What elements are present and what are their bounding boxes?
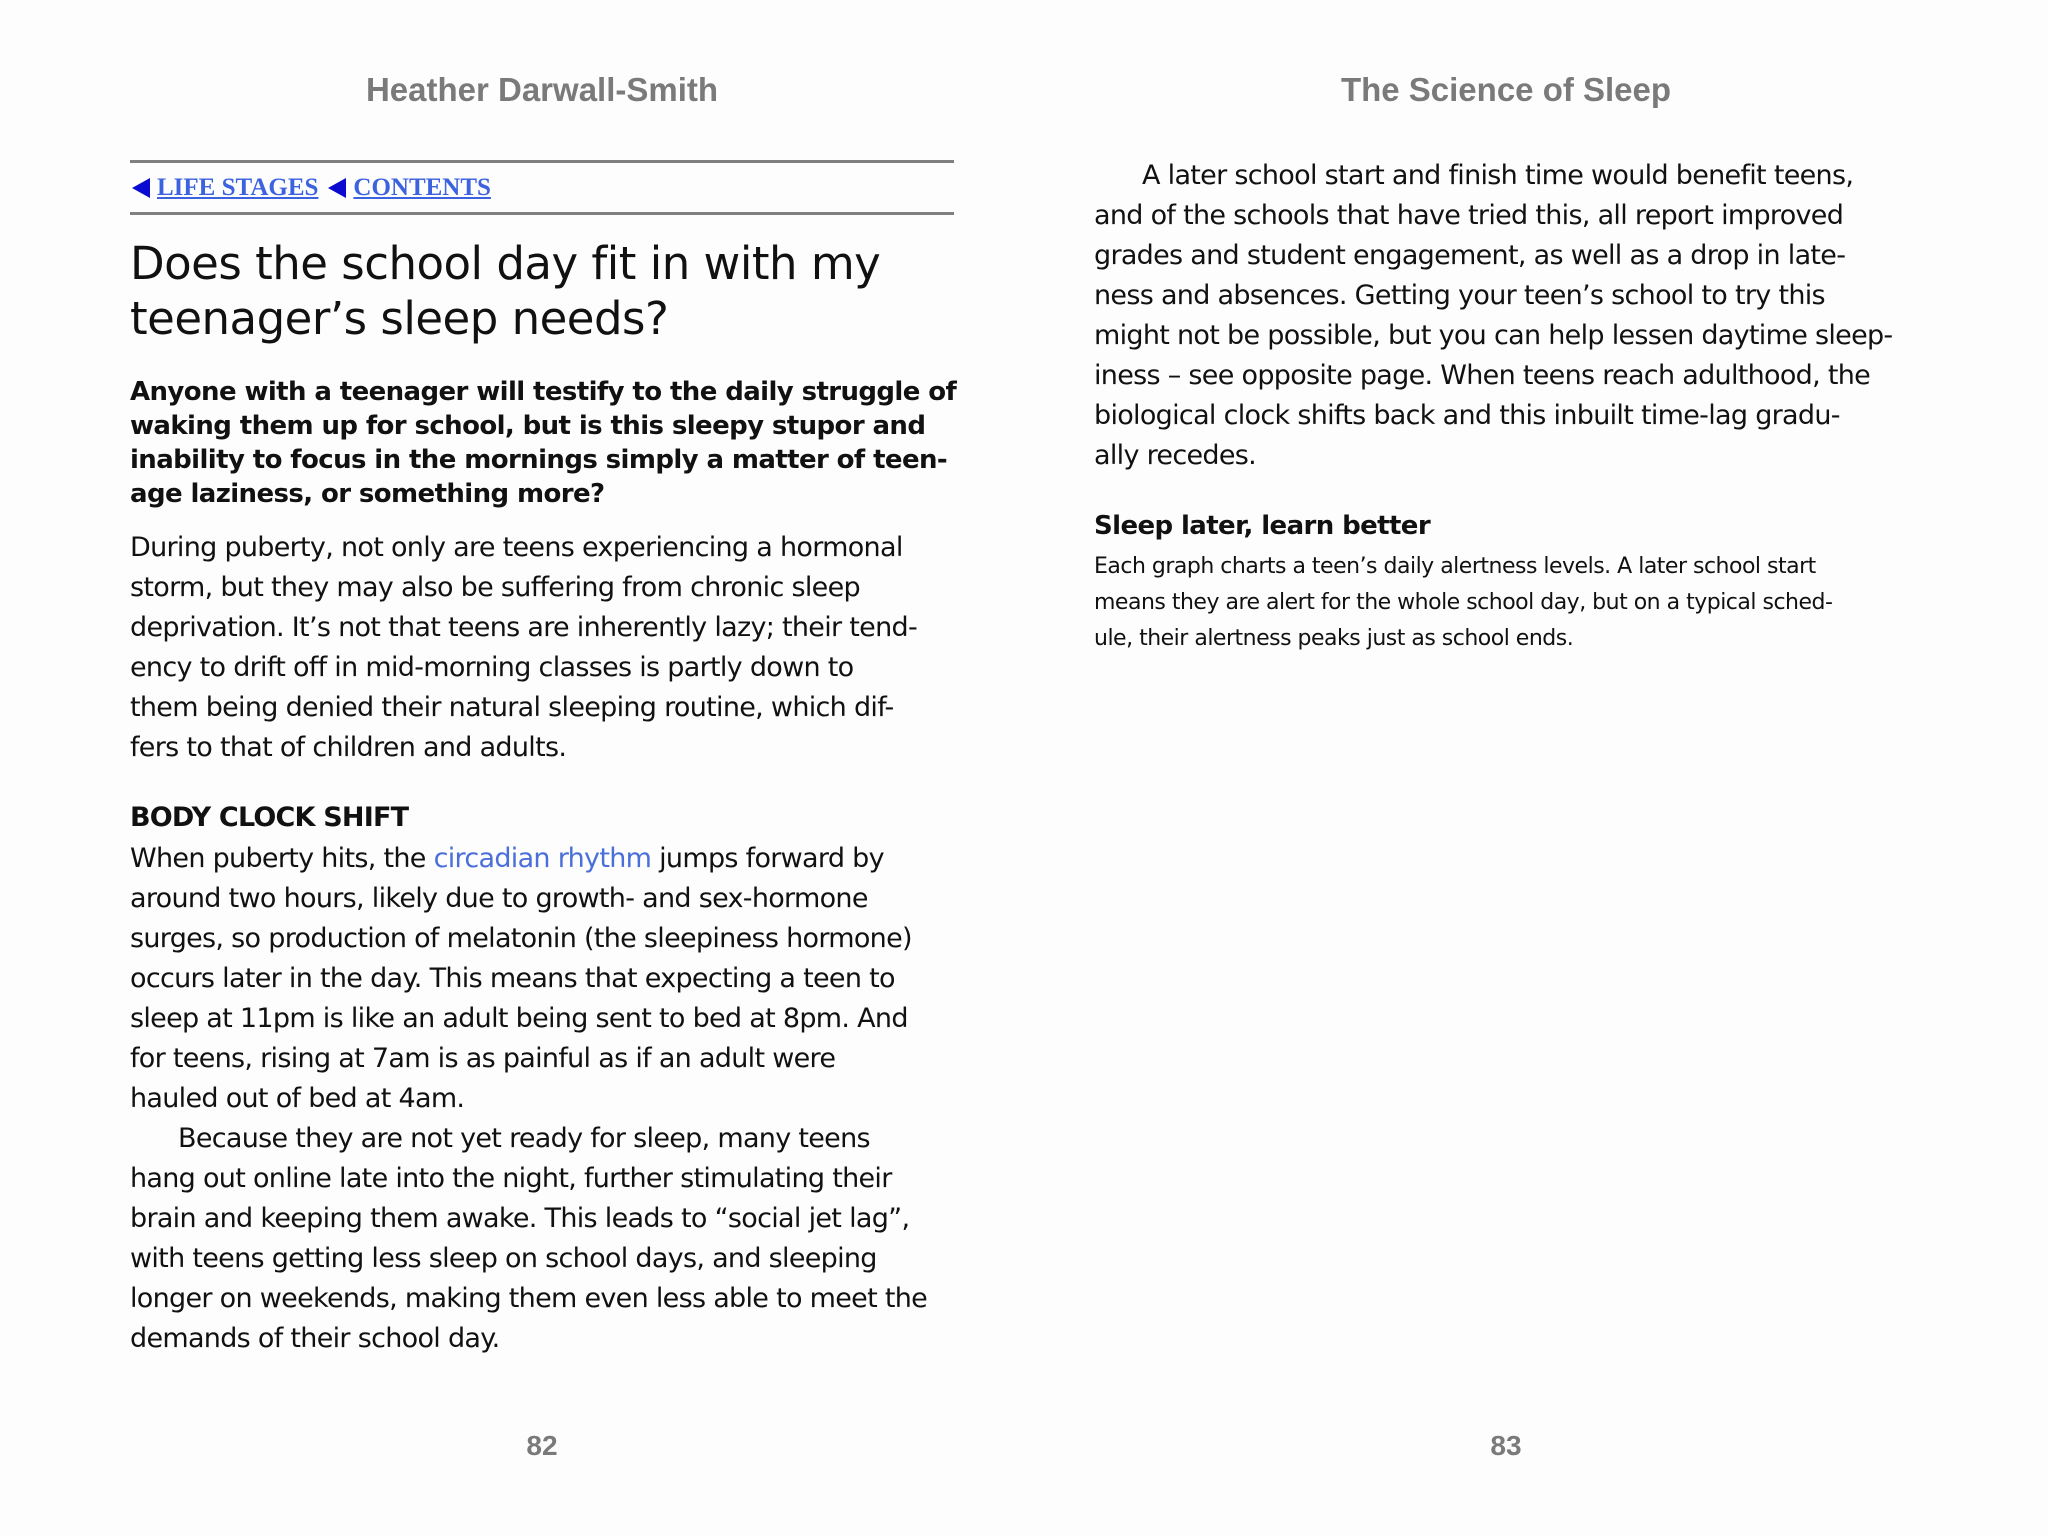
body-line: iness – see opposite page. When teens reach adulthood, the (1094, 360, 1871, 391)
body-line: sleep at 11pm is like an adult being sent to bed at 8pm. And (130, 1003, 908, 1034)
section-heading-body-clock-shift: BODY CLOCK SHIFT (130, 802, 409, 833)
running-head-author: Heather Darwall-Smith (365, 71, 719, 108)
body-line: them being denied their natural sleeping routine, which dif- (130, 692, 894, 723)
body-line: brain and keeping them awake. This leads to “social jet lag”, (130, 1203, 910, 1234)
nav-link-contents[interactable]: CONTENTS (353, 173, 491, 201)
nav-bar (130, 160, 954, 215)
lede-line: Anyone with a teenager will testify to the daily struggle of (130, 377, 957, 407)
body-text-span: When puberty hits, the (130, 843, 434, 874)
body-line: with teens getting less sleep on school days, and sleeping (130, 1243, 877, 1274)
left-triangle-icon (328, 178, 346, 198)
body-line: longer on weekends, making them even less able to meet the (130, 1283, 928, 1314)
circadian-rhythm-link[interactable]: circadian rhythm (433, 843, 652, 874)
body-line: Because they are not yet ready for sleep, many teens (178, 1123, 870, 1154)
body-paragraph-2 (130, 839, 954, 1119)
body-line: During puberty, not only are teens experiencing a hormonal (130, 532, 903, 563)
caption-line: ule, their alertness peaks just as school ends. (1094, 626, 1574, 651)
body-line: ness and absences. Getting your teen’s school to try this (1094, 280, 1825, 311)
lede-line: inability to focus in the mornings simply a matter of teen- (130, 445, 948, 475)
body-line: fers to that of children and adults. (130, 732, 567, 763)
right-page (1094, 0, 1918, 1536)
body-text-span: jumps forward by (651, 843, 884, 874)
body-line: surges, so production of melatonin (the sleepiness hormone) (130, 923, 912, 954)
body-line: ency to drift off in mid-morning classes is partly down to (130, 652, 854, 683)
body-line: ally recedes. (1094, 440, 1256, 471)
left-triangle-icon (132, 178, 150, 198)
page-title (130, 236, 954, 346)
page-number: 83 (1490, 1430, 1522, 1461)
body-line: demands of their school day. (130, 1323, 500, 1354)
body-paragraph-right-1 (1094, 156, 1918, 476)
body-line: storm, but they may also be suffering from chronic sleep (130, 572, 860, 603)
running-head-book-title: The Science of Sleep (1340, 71, 1672, 108)
nav-link-life-stages[interactable]: LIFE STAGES (157, 173, 319, 201)
body-line: grades and student engagement, as well as a drop in late- (1094, 240, 1846, 271)
lede-line: waking them up for school, but is this sleepy stupor and (130, 411, 926, 441)
body-line: deprivation. It’s not that teens are inherently lazy; their tend- (130, 612, 917, 643)
body-line: hauled out of bed at 4am. (130, 1083, 465, 1114)
body-line: hang out online late into the night, further stimulating their (130, 1163, 892, 1194)
body-line: A later school start and finish time would benefit teens, (1142, 160, 1854, 191)
graph-caption (1094, 549, 1918, 657)
body-line: and of the schools that have tried this, all report improved (1094, 200, 1844, 231)
lede-paragraph (130, 375, 957, 511)
body-line: biological clock shifts back and this inbuilt time-lag gradu- (1094, 400, 1840, 431)
body-line: might not be possible, but you can help lessen daytime sleep- (1094, 320, 1893, 351)
body-paragraph-3 (130, 1119, 954, 1359)
caption-line: means they are alert for the whole school day, but on a typical sched- (1094, 590, 1833, 615)
title-line: teenager’s sleep needs? (130, 292, 669, 345)
body-paragraph-1 (130, 528, 954, 768)
page-number: 82 (526, 1430, 558, 1461)
body-line (130, 839, 954, 879)
title-line: Does the school day fit in with my (130, 237, 881, 290)
body-line: for teens, rising at 7am is as painful as if an adult were (130, 1043, 836, 1074)
left-page (130, 0, 957, 1536)
caption-line: Each graph charts a teen’s daily alertness levels. A later school start (1094, 554, 1816, 579)
lede-line: age laziness, or something more? (130, 479, 605, 509)
subheading-sleep-later: Sleep later, learn better (1094, 511, 1431, 541)
body-line: occurs later in the day. This means that expecting a teen to (130, 963, 895, 994)
body-line: around two hours, likely due to growth- and sex-hormone (130, 883, 868, 914)
